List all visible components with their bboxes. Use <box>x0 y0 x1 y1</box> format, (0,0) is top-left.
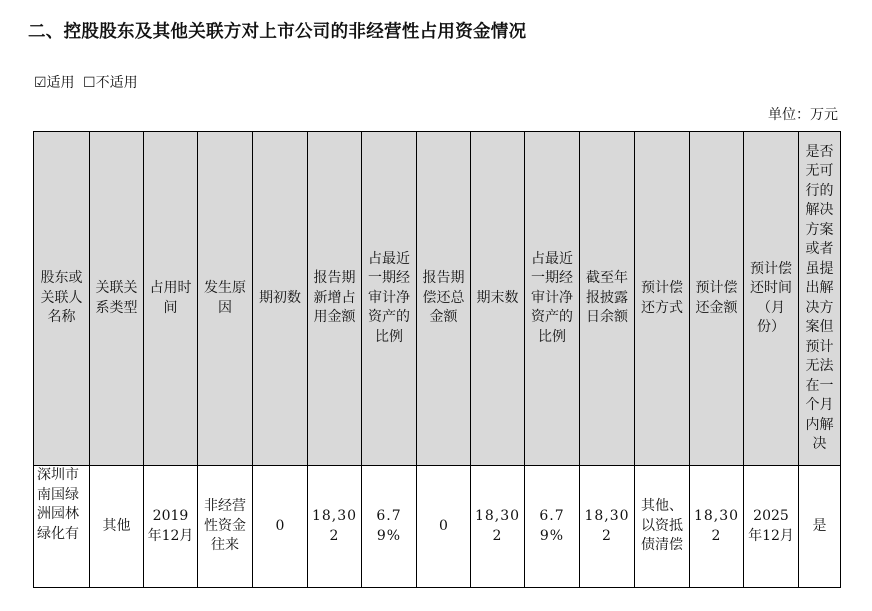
table-header-row <box>34 132 841 466</box>
cell-closing-balance: 18,302 <box>471 466 525 588</box>
unit-label: 单位：万元 <box>768 107 838 123</box>
header-cell: 截至年报披露日余额 <box>580 132 635 466</box>
cell-balance-at-disclosure: 18,302 <box>580 466 635 588</box>
cell-no-solution-flag: 是 <box>799 466 841 588</box>
cell-occupation-time: 2019年12月 <box>144 466 198 588</box>
header-cell: 期末数 <box>471 132 525 466</box>
cell-ratio-1: 6.79% <box>362 466 417 588</box>
not-applicable-checkbox[interactable]: ☐不适用 <box>83 75 138 91</box>
cell-repayment-amount: 18,302 <box>690 466 744 588</box>
cell-ratio-2: 6.79% <box>525 466 580 588</box>
cell-relation-type: 其他 <box>90 466 144 588</box>
header-cell: 预计偿还金额 <box>690 132 744 466</box>
cell-repayment-time: 2025年12月 <box>744 466 799 588</box>
cell-related-party: 深圳市南国绿洲园林绿化有 <box>34 466 90 588</box>
header-cell: 占用时间 <box>144 132 198 466</box>
header-cell: 报告期偿还总金额 <box>417 132 471 466</box>
header-cell: 预计偿还方式 <box>635 132 690 466</box>
header-cell: 期初数 <box>253 132 308 466</box>
cell-cause: 非经营性资金往来 <box>198 466 253 588</box>
header-cell: 股东或关联人名称 <box>34 132 90 466</box>
applicability-options <box>34 72 142 92</box>
header-cell: 是否无可行的解决方案或者虽提出解决方案但预计无法在一个月内解决 <box>799 132 841 466</box>
table-row <box>34 466 841 588</box>
header-cell: 关联关系类型 <box>90 132 144 466</box>
header-cell: 预计偿还时间（月份） <box>744 132 799 466</box>
header-cell: 占最近一期经审计净资产的比例 <box>362 132 417 466</box>
cell-repaid-total: 0 <box>417 466 471 588</box>
header-cell: 报告期新增占用金额 <box>308 132 362 466</box>
applicable-checkbox[interactable]: ☑适用 <box>34 75 75 91</box>
cell-new-occupation: 18,302 <box>308 466 362 588</box>
header-cell: 占最近一期经审计净资产的比例 <box>525 132 580 466</box>
cell-repayment-method: 其他、以资抵债清偿 <box>635 466 690 588</box>
fund-occupation-table <box>33 131 841 588</box>
cell-opening-balance: 0 <box>253 466 308 588</box>
section-title: 二、控股股东及其他关联方对上市公司的非经营性占用资金情况 <box>28 22 527 42</box>
header-cell: 发生原因 <box>198 132 253 466</box>
